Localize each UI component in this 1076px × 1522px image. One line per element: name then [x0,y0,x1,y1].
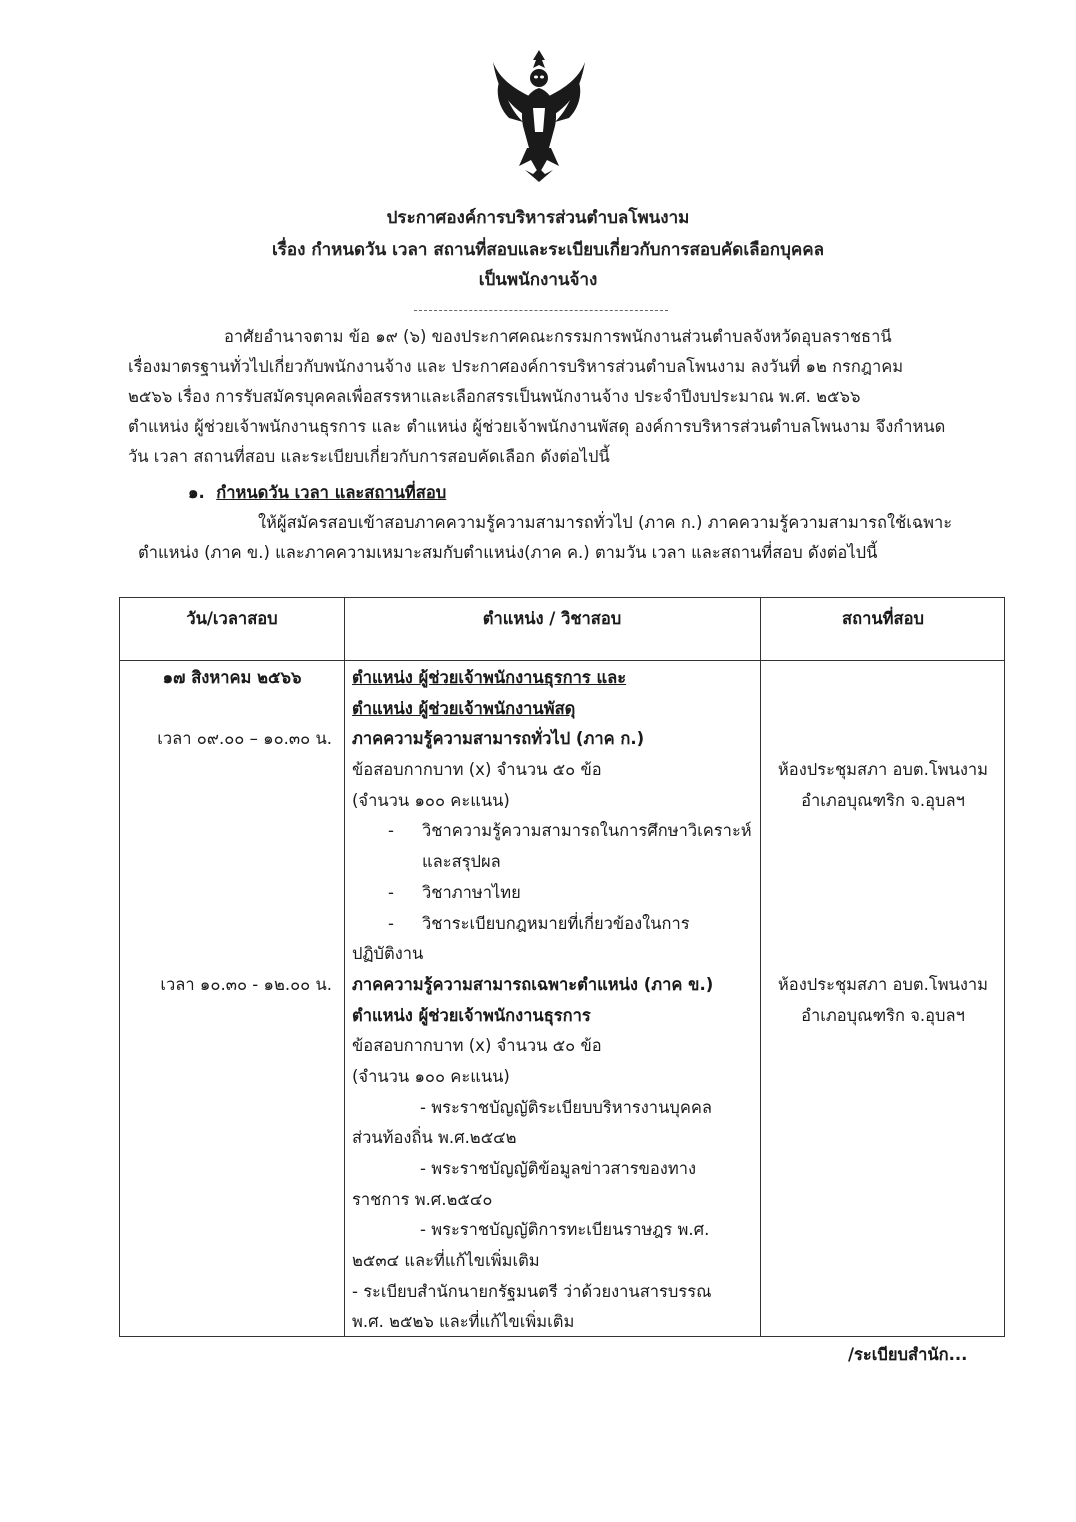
table-header-divider [120,660,1004,661]
date-column [120,663,344,1001]
exam-time-2: เวลา ๑๐.๓๐ - ๑๒.๐๐ น. [160,974,332,994]
section-1-line: ให้ผู้สมัครสอบเข้าสอบภาคความรู้ความสามารถทั่วไป (ภาค ก.) ภาคความรู้ความสามารถใช้เฉพาะ [258,513,953,532]
law-item-cont: พ.ศ. ๒๕๒๖ และที่แก้ไขเพิ่มเติม [352,1312,575,1332]
part-b-title: ภาคความรู้ความสามารถเฉพาะตำแหน่ง (ภาค ข.) [352,974,714,994]
venue-district: อำเภอบุณฑริก จ.อุบลฯ [801,790,965,810]
subject-item: - วิชาระเบียบกฎหมายที่เกี่ยวข้องในการ [388,913,690,933]
intro-line: ตำแหน่ง ผู้ช่วยเจ้าพนักงานธุรการ และ ตำแหน่ง ผู้ช่วยเจ้าพนักงานพัสดุ องค์การบริหารส่วนตำบลโพนงาม จึงกำหนด [128,417,946,436]
position-line: ตำแหน่ง ผู้ช่วยเจ้าพนักงานพัสดุ [352,698,576,718]
law-item: - ระเบียบสำนักนายกรัฐมนตรี ว่าด้วยงานสารบรรณ [352,1281,712,1301]
law-item-cont: ๒๕๓๔ และที่แก้ไขเพิ่มเติม [352,1251,540,1271]
exam-date: ๑๗ สิงหาคม ๒๕๖๖ [162,668,302,687]
section-1-line: ตำแหน่ง (ภาค ข.) และภาคความเหมาะสมกับตำแหน่ง(ภาค ค.) ตามวัน เวลา และสถานที่สอบ ดังต่อไปนี้ [138,543,878,562]
exam-score: (จำนวน ๑๐๐ คะแนน) [352,1066,510,1086]
law-item-cont: ส่วนท้องถิ่น พ.ศ.๒๕๔๒ [352,1128,517,1148]
section-1-number: ๑. [188,483,205,502]
venue-block-1 [760,755,1006,816]
law-item: - พระราชบัญญัติการทะเบียนราษฎร พ.ศ. [420,1220,710,1240]
table-header-venue: สถานที่สอบ [842,609,924,628]
intro-line: วัน เวลา สถานที่สอบ และระเบียบเกี่ยวกับการสอบคัดเลือก ดังต่อไปนี้ [128,447,610,466]
law-item: - พระราชบัญญัติข้อมูลข่าวสารของทาง [420,1159,697,1178]
table-header-subject: ตำแหน่ง / วิชาสอบ [482,609,622,628]
exam-schedule-table [119,597,1005,1337]
venue-district: อำเภอบุณฑริก จ.อุบลฯ [801,1005,965,1025]
header-line-1: ประกาศองค์การบริหารส่วนตำบลโพนงาม [386,208,690,228]
intro-line: ๒๕๖๖ เรื่อง การรับสมัครบุคคลเพื่อสรรหาและเลือกสรรเป็นพนักงานจ้าง ประจำปีงบประมาณ พ.ศ. ๒๕๖๖ [128,387,861,406]
intro-line: อาศัยอำนาจตาม ข้อ ๑๙ (๖) ของประกาศคณะกรรมการพนักงานส่วนตำบลจังหวัดอุบลราชธานี [224,327,892,346]
subject-item: - วิชาภาษาไทย [388,882,521,902]
exam-time-1: เวลา ๐๙.๐๐ – ๑๐.๓๐ น. [157,729,332,749]
table-header-date: วัน/เวลาสอบ [186,609,278,628]
law-item-cont: ราชการ พ.ศ.๒๕๔๐ [352,1189,493,1209]
venue-room: ห้องประชุมสภา อบต.โพนงาม [777,760,989,779]
venue-room: ห้องประชุมสภา อบต.โพนงาม [777,975,989,994]
subject-item-cont: และสรุปผล [422,852,501,872]
exam-format: ข้อสอบกากบาท (x) จำนวน ๕๐ ข้อ [352,760,602,780]
header-line-2: เรื่อง กำหนดวัน เวลา สถานที่สอบและระเบียบเกี่ยวกับการสอบคัดเลือกบุคคล [271,240,825,260]
section-1-title [188,480,446,506]
venue-block-2 [760,970,1006,1031]
law-item: - พระราชบัญญัติระเบียบบริหารงานบุคคล [420,1097,713,1117]
intro-paragraph [128,322,976,472]
position-line: ตำแหน่ง ผู้ช่วยเจ้าพนักงานธุรการ [352,1005,591,1025]
subject-item: - วิชาความรู้ความสามารถในการศึกษาวิเคราะห์ [388,821,752,841]
section-1-title-text: กำหนดวัน เวลา และสถานที่สอบ [216,483,447,502]
page-continuation: /ระเบียบสำนัก... [848,1345,968,1364]
exam-score: (จำนวน ๑๐๐ คะแนน) [352,790,510,810]
header-divider [414,310,668,311]
intro-line: เรื่องมาตรฐานทั่วไปเกี่ยวกับพนักงานจ้าง และ ประกาศองค์การบริหารส่วนตำบลโพนงาม ลงวันที่ ๑๒ กรกฎาคม [128,357,904,376]
part-a-title: ภาคความรู้ความสามารถทั่วไป (ภาค ก.) [352,729,645,749]
header-line-3: เป็นพนักงานจ้าง [478,270,598,290]
table-divider [760,598,761,1336]
subject-column [352,663,756,1338]
exam-format: ข้อสอบกากบาท (x) จำนวน ๕๐ ข้อ [352,1036,602,1056]
garuda-emblem-icon [489,48,589,183]
position-line: ตำแหน่ง ผู้ช่วยเจ้าพนักงานธุรการ และ [352,668,627,687]
section-1-paragraph [138,508,988,568]
table-divider [344,598,345,1336]
subject-item-cont: ปฏิบัติงาน [352,944,424,964]
